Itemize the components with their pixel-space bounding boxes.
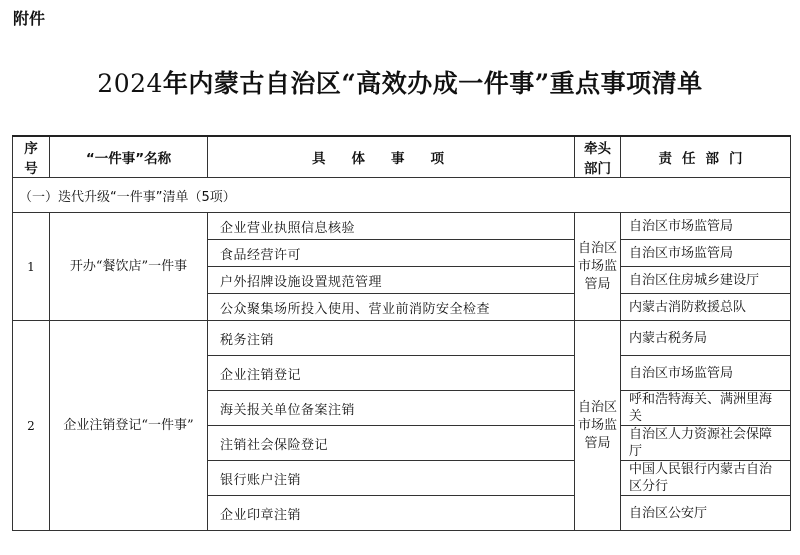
dept-cell: 内蒙古税务局 <box>621 321 791 356</box>
dept-cell: 自治区市场监管局 <box>621 213 791 240</box>
item-cell: 企业注销登记 <box>208 356 575 391</box>
item-cell: 税务注销 <box>208 321 575 356</box>
row-number: 1 <box>13 213 50 321</box>
dept-cell: 自治区人力资源社会保障厅 <box>621 426 791 461</box>
dept-cell: 中国人民银行内蒙古自治区分行 <box>621 461 791 496</box>
item-cell: 公众聚集场所投入使用、营业前消防安全检查 <box>208 294 575 321</box>
col-header-lead: 牵头部门 <box>575 136 621 178</box>
matter-name: 开办“餐饮店”一件事 <box>50 213 208 321</box>
item-cell: 企业印章注销 <box>208 496 575 531</box>
table-row <box>13 213 791 240</box>
row-number: 2 <box>13 321 50 531</box>
col-header-name: “一件事”名称 <box>50 136 208 178</box>
title-year: 2024 <box>97 69 163 98</box>
item-cell: 注销社会保险登记 <box>208 426 575 461</box>
attachment-label: 附件 <box>13 9 46 28</box>
dept-cell: 自治区市场监管局 <box>621 356 791 391</box>
dept-cell: 呼和浩特海关、满洲里海关 <box>621 391 791 426</box>
lead-dept: 自治区市场监管局 <box>575 213 621 321</box>
matters-table <box>12 135 791 531</box>
dept-cell: 内蒙古消防救援总队 <box>621 294 791 321</box>
section-title: （一）迭代升级“一件事”清单（5项） <box>13 178 791 213</box>
table-header-row <box>13 136 791 178</box>
item-cell: 食品经营许可 <box>208 240 575 267</box>
title-text: 年内蒙古自治区“高效办成一件事”重点事项清单 <box>162 69 703 98</box>
col-header-dept: 责任部门 <box>621 136 791 178</box>
dept-cell: 自治区市场监管局 <box>621 240 791 267</box>
page-title <box>0 64 800 100</box>
item-cell: 户外招牌设施设置规范管理 <box>208 267 575 294</box>
section-row <box>13 178 791 213</box>
lead-dept: 自治区市场监管局 <box>575 321 621 531</box>
table-row <box>13 321 791 356</box>
item-cell: 银行账户注销 <box>208 461 575 496</box>
item-cell: 企业营业执照信息核验 <box>208 213 575 240</box>
matter-name: 企业注销登记“一件事” <box>50 321 208 531</box>
dept-cell: 自治区住房城乡建设厅 <box>621 267 791 294</box>
col-header-no: 序号 <box>13 136 50 178</box>
item-cell: 海关报关单位备案注销 <box>208 391 575 426</box>
col-header-items: 具体事项 <box>208 136 575 178</box>
dept-cell: 自治区公安厅 <box>621 496 791 531</box>
